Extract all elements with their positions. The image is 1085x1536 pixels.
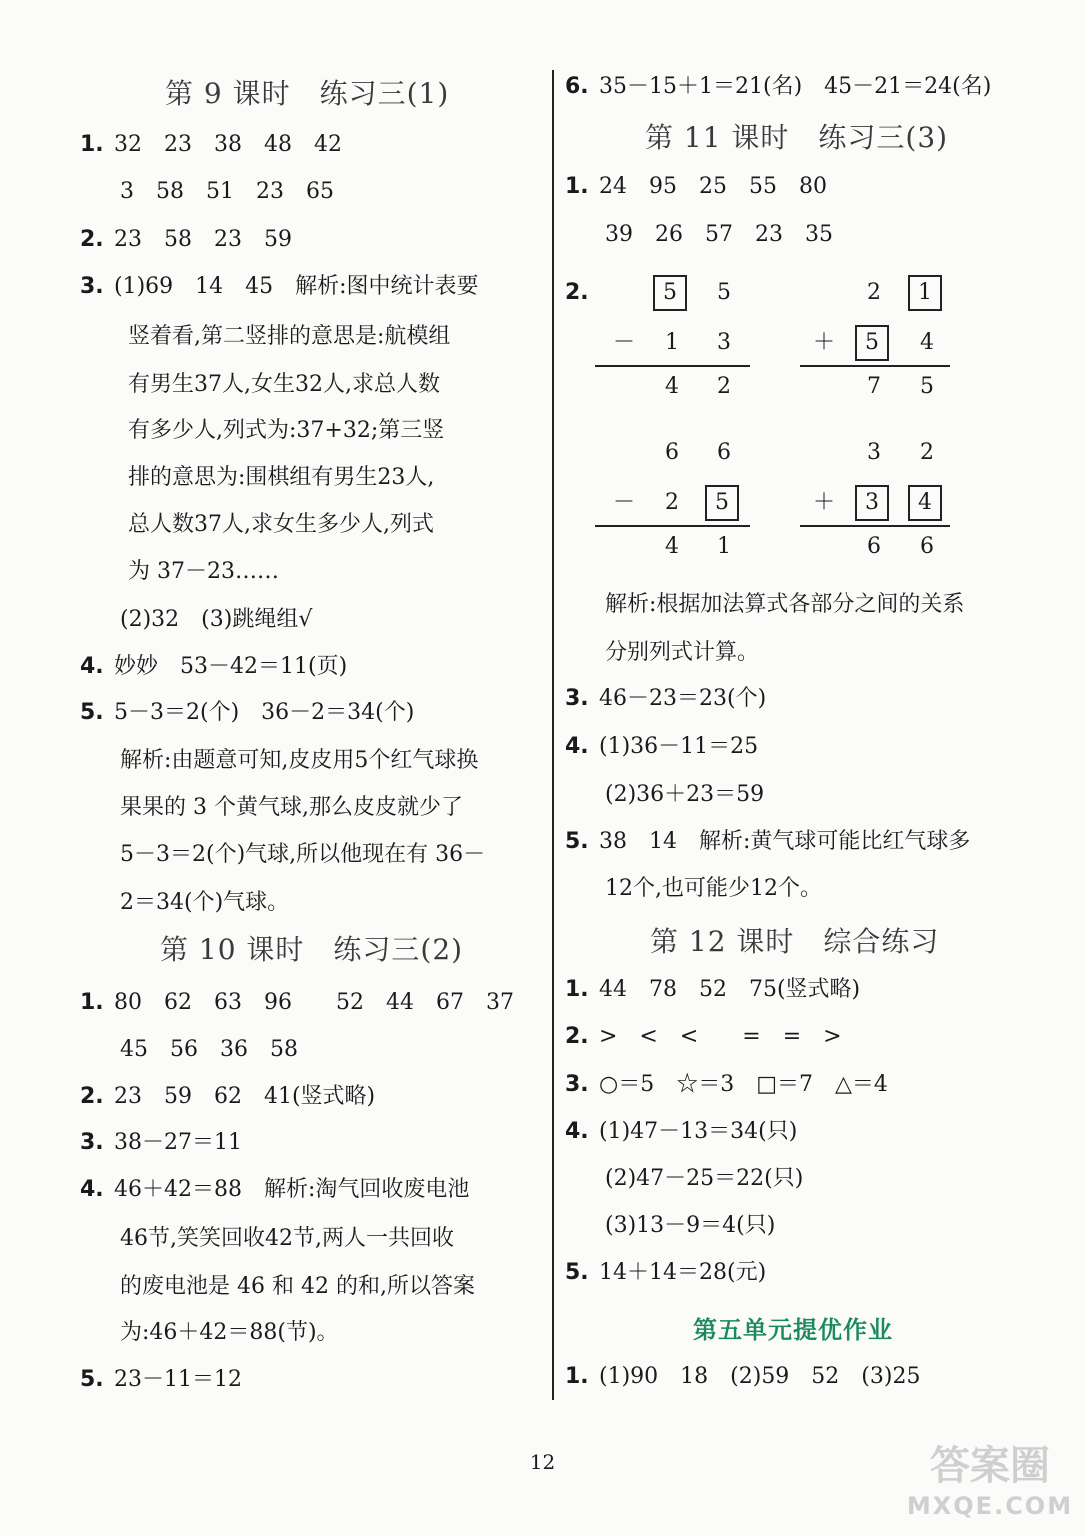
lesson-10-heading: 第 10 课时 练习三(2) bbox=[160, 933, 464, 966]
filled-box: 1 bbox=[908, 275, 942, 311]
digit: 6 bbox=[867, 534, 881, 559]
answer-11-5-cont: 12个,也可能少12个。 bbox=[605, 876, 822, 901]
digit: 7 bbox=[867, 374, 881, 399]
filled-box: 5 bbox=[705, 485, 739, 521]
answer-10-4-line2: 46节,笑笑回收42节,两人一共回收 bbox=[120, 1226, 454, 1251]
operator: ＋ bbox=[812, 330, 835, 355]
answer-9-3-line4: 有多少人,列式为:37+32;第三竖 bbox=[128, 418, 445, 443]
answer-10-4-line4: 为:46＋42＝88(节)。 bbox=[120, 1320, 339, 1345]
answer-9-5: 5. 5－3＝2(个) 36－2＝34(个) bbox=[80, 700, 415, 725]
answer-11-2-number: 2. bbox=[565, 280, 589, 305]
lesson-9-heading: 第 9 课时 练习三(1) bbox=[165, 77, 450, 110]
column-divider bbox=[552, 70, 554, 1400]
answer-9-1: 1. 32 23 38 48 42 bbox=[80, 132, 342, 157]
answer-9-3: 3. (1)69 14 45 解析:图中统计表要 bbox=[80, 274, 479, 299]
right-column bbox=[565, 60, 1035, 1440]
filled-box: 4 bbox=[908, 485, 942, 521]
answer-9-1-cont: 3 58 51 23 65 bbox=[120, 179, 334, 204]
answer-9-3-line5: 排的意思为:围棋组有男生23人, bbox=[128, 465, 435, 490]
digit: 3 bbox=[717, 330, 731, 355]
operator: ＋ bbox=[812, 490, 835, 515]
answer-10-3: 3. 38－27＝11 bbox=[80, 1130, 242, 1155]
answer-9-5-line4: 5－3＝2(个)气球,所以他现在有 36－ bbox=[120, 842, 486, 867]
answer-9-4: 4. 妙妙 53－42＝11(页) bbox=[80, 654, 348, 679]
digit: 6 bbox=[920, 534, 934, 559]
answer-11-2-explain-cont: 分别列式计算。 bbox=[605, 640, 760, 665]
answer-12-3: 3. ○＝5 ☆＝3 □＝7 △＝4 bbox=[565, 1072, 888, 1097]
digit: 4 bbox=[665, 534, 679, 559]
answer-11-3: 3. 46－23＝23(个) bbox=[565, 686, 767, 711]
answer-9-5-line5: 2＝34(个)气球。 bbox=[120, 890, 290, 915]
digit: 5 bbox=[717, 280, 731, 305]
digit: 2 bbox=[665, 490, 679, 515]
answer-11-1: 1. 24 95 25 55 80 bbox=[565, 174, 827, 199]
sum-line bbox=[800, 525, 950, 527]
vertical-addition-b bbox=[800, 275, 960, 405]
answer-10-1: 1. 80 62 63 96 52 44 67 37 bbox=[80, 990, 514, 1015]
sum-line bbox=[595, 365, 750, 367]
digit: 2 bbox=[867, 280, 881, 305]
answer-11-2-explain: 解析:根据加法算式各部分之间的关系 bbox=[605, 592, 965, 617]
answer-9-5-line2: 解析:由题意可知,皮皮用5个红气球换 bbox=[120, 748, 479, 773]
answer-12-1: 1. 44 78 52 75(竖式略) bbox=[565, 977, 861, 1002]
vertical-subtraction-a bbox=[595, 275, 755, 405]
answer-12-4: 4. (1)47－13＝34(只) bbox=[565, 1119, 798, 1144]
digit: 4 bbox=[920, 330, 934, 355]
vertical-addition-d bbox=[800, 435, 960, 565]
answer-9-3-line3: 有男生37人,女生32人,求总人数 bbox=[128, 372, 440, 397]
answer-9-3-parts: (2)32 (3)跳绳组√ bbox=[120, 607, 313, 632]
digit: 1 bbox=[665, 330, 679, 355]
answer-12-4-part2: (2)47－25＝22(只) bbox=[605, 1166, 804, 1191]
answer-12-5: 5. 14＋14＝28(元) bbox=[565, 1260, 767, 1285]
vertical-subtraction-c bbox=[595, 435, 755, 565]
operator: － bbox=[612, 490, 635, 515]
answer-12-4-part3: (3)13－9＝4(只) bbox=[605, 1213, 776, 1238]
digit: 6 bbox=[717, 440, 731, 465]
answer-9-2: 2. 23 58 23 59 bbox=[80, 227, 292, 252]
filled-box: 5 bbox=[653, 275, 687, 311]
sum-line bbox=[595, 525, 750, 527]
answer-11-4-part2: (2)36＋23＝59 bbox=[605, 782, 765, 807]
answer-9-6: 6. 35－15＋1＝21(名) 45－21＝24(名) bbox=[565, 74, 992, 99]
answer-9-5-line3: 果果的 3 个黄气球,那么皮皮就少了 bbox=[120, 795, 463, 820]
answer-11-1-cont: 39 26 57 23 35 bbox=[605, 222, 833, 247]
digit: 4 bbox=[665, 374, 679, 399]
digit: 5 bbox=[920, 374, 934, 399]
answer-9-3-line7: 为 37－23…… bbox=[128, 559, 279, 584]
filled-box: 5 bbox=[855, 325, 889, 361]
answer-10-4-line3: 的废电池是 46 和 42 的和,所以答案 bbox=[120, 1274, 475, 1299]
digit: 3 bbox=[867, 440, 881, 465]
page-number: 12 bbox=[529, 1450, 556, 1474]
digit: 2 bbox=[920, 440, 934, 465]
operator: － bbox=[612, 330, 635, 355]
answer-11-5: 5. 38 14 解析:黄气球可能比红气球多 bbox=[565, 829, 971, 854]
lesson-11-heading: 第 11 课时 练习三(3) bbox=[645, 121, 949, 154]
answer-10-4: 4. 46＋42＝88 解析:淘气回收废电池 bbox=[80, 1177, 470, 1202]
answer-11-4: 4. (1)36－11＝25 bbox=[565, 734, 759, 759]
unit-5-heading: 第五单元提优作业 bbox=[693, 1316, 893, 1344]
answer-10-2: 2. 23 59 62 41(竖式略) bbox=[80, 1084, 376, 1109]
sum-line bbox=[800, 365, 950, 367]
answer-unit5-1: 1. (1)90 18 (2)59 52 (3)25 bbox=[565, 1364, 921, 1389]
answer-9-3-line6: 总人数37人,求女生多少人,列式 bbox=[128, 512, 434, 537]
filled-box: 3 bbox=[855, 485, 889, 521]
digit: 2 bbox=[717, 374, 731, 399]
answer-9-3-line2: 竖着看,第二竖排的意思是:航模组 bbox=[128, 324, 451, 349]
answer-10-5: 5. 23－11＝12 bbox=[80, 1367, 242, 1392]
watermark-logo: 答案圈 MXQE.COM bbox=[906, 1443, 1074, 1520]
lesson-12-heading: 第 12 课时 综合练习 bbox=[650, 925, 940, 958]
digit: 1 bbox=[717, 534, 731, 559]
digit: 6 bbox=[665, 440, 679, 465]
answer-10-1-cont: 45 56 36 58 bbox=[120, 1037, 298, 1062]
left-column bbox=[80, 60, 550, 1440]
answer-12-2: 2. > < < = = > bbox=[565, 1024, 842, 1049]
